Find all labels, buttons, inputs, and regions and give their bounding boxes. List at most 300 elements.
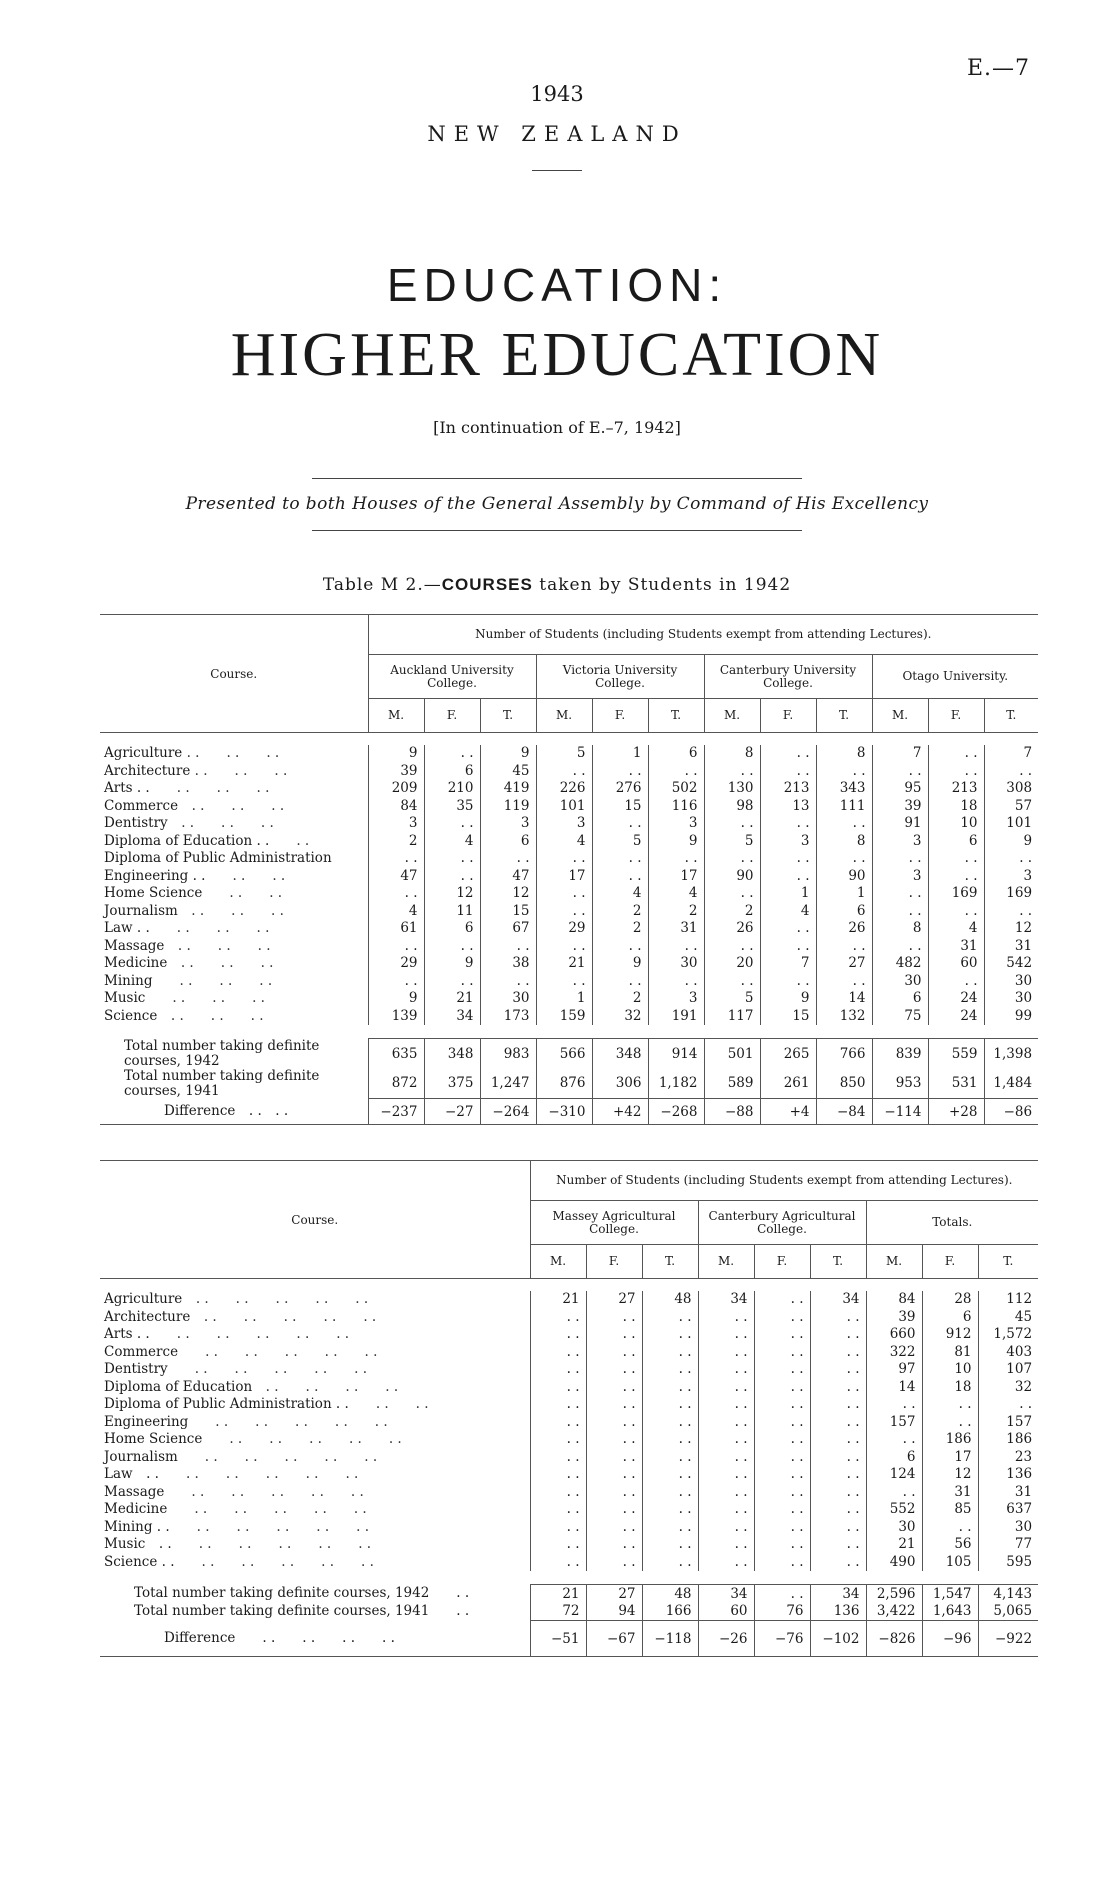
total-value: 766 — [816, 1039, 872, 1069]
table-row — [100, 745, 1038, 763]
course-label: Diploma of Public Administration — [104, 850, 332, 867]
cell-value: . . — [368, 937, 424, 955]
course-name — [100, 1553, 530, 1571]
cell-value: . . — [978, 1396, 1038, 1414]
course-label: Music — [104, 990, 146, 1007]
total-value: 3,422 — [866, 1603, 922, 1621]
cell-value: . . — [530, 1343, 586, 1361]
cell-value: . . — [760, 937, 816, 955]
cell-value: . . — [928, 902, 984, 920]
total-value: 1,643 — [922, 1603, 978, 1621]
cell-value: 101 — [984, 815, 1038, 833]
course-name — [100, 990, 368, 1008]
cell-value: 12 — [984, 920, 1038, 938]
rule-below-presented — [312, 530, 802, 531]
continuation-note: [In continuation of E.–7, 1942] — [433, 418, 681, 437]
cell-value: . . — [754, 1483, 810, 1501]
cell-value: 23 — [978, 1448, 1038, 1466]
cell-value: . . — [698, 1343, 754, 1361]
course-label: Science . . — [104, 1553, 175, 1570]
course-label: Home Science — [104, 885, 203, 902]
cell-value: . . — [592, 937, 648, 955]
cell-value: . . — [704, 762, 760, 780]
cell-value: 57 — [984, 797, 1038, 815]
cell-value: . . — [642, 1483, 698, 1501]
total-value: −118 — [642, 1621, 698, 1657]
cell-value: . . — [810, 1448, 866, 1466]
total-value: 914 — [648, 1039, 704, 1069]
cell-value: 322 — [866, 1343, 922, 1361]
cell-value: 18 — [928, 797, 984, 815]
table-row — [100, 1518, 1038, 1536]
cell-value: . . — [530, 1396, 586, 1414]
cell-value: . . — [592, 867, 648, 885]
total-value: 34 — [698, 1585, 754, 1603]
cell-value: 136 — [978, 1466, 1038, 1484]
courses-table-universities — [100, 614, 1038, 1125]
cell-value: . . — [810, 1501, 866, 1519]
course-label: Dentistry — [104, 815, 168, 832]
cell-value: . . — [648, 972, 704, 990]
cell-value: 6 — [872, 990, 928, 1008]
totals-row — [100, 1039, 1038, 1069]
cell-value: 186 — [978, 1431, 1038, 1449]
leader-dots: . . . . . . — [157, 1007, 264, 1024]
total-value: 501 — [704, 1039, 760, 1069]
table-row — [100, 1396, 1038, 1414]
cell-value: 186 — [922, 1431, 978, 1449]
document-reference: E.—7 — [966, 56, 1030, 81]
course-name — [100, 1343, 530, 1361]
cell-value: . . — [586, 1536, 642, 1554]
total-value: 21 — [530, 1585, 586, 1603]
cell-value: . . — [810, 1553, 866, 1571]
table-row — [100, 1466, 1038, 1484]
course-name — [100, 955, 368, 973]
table-row — [100, 797, 1038, 815]
cell-value: . . — [984, 902, 1038, 920]
presented-statement: Presented to both Houses of the General Assembly by Command of His Excellency — [185, 494, 929, 514]
total-value: 348 — [592, 1039, 648, 1069]
totals-row — [100, 1603, 1038, 1621]
cell-value: 11 — [424, 902, 480, 920]
cell-value: . . — [754, 1413, 810, 1431]
cell-value: . . — [530, 1518, 586, 1536]
cell-value: 3 — [648, 815, 704, 833]
cell-value: . . — [872, 902, 928, 920]
short-rule — [532, 170, 582, 171]
leader-dots: . . . . . . . . . . — [171, 1536, 372, 1553]
cell-value: 213 — [928, 780, 984, 798]
cell-value: 595 — [978, 1553, 1038, 1571]
cell-value: 15 — [480, 902, 536, 920]
cell-value: . . — [642, 1413, 698, 1431]
course-name — [100, 1396, 530, 1414]
sex-column-header: F. — [592, 699, 648, 733]
cell-value: 26 — [816, 920, 872, 938]
leader-dots: . . . . . . — [149, 920, 270, 937]
total-value: 1,182 — [648, 1069, 704, 1099]
cell-value: 45 — [978, 1308, 1038, 1326]
cell-value: . . — [754, 1466, 810, 1484]
cell-value: . . — [866, 1483, 922, 1501]
course-label: Massage — [104, 937, 165, 954]
cell-value: . . — [922, 1518, 978, 1536]
course-label: Agriculture — [104, 745, 183, 762]
cell-value: 7 — [872, 745, 928, 763]
total-value: −310 — [536, 1099, 592, 1125]
sex-column-header: M. — [866, 1245, 922, 1279]
sex-column-header: T. — [480, 699, 536, 733]
cell-value: . . — [928, 850, 984, 868]
cell-value: 107 — [978, 1361, 1038, 1379]
cell-value: 7 — [984, 745, 1038, 763]
totals-label: Difference . . . . . . . . — [100, 1621, 530, 1657]
cell-value: . . — [698, 1466, 754, 1484]
cell-value: 1 — [592, 745, 648, 763]
course-label: Journalism — [104, 902, 178, 919]
group-header: Number of Students (including Students exempt from attending Lectures). — [368, 615, 1038, 655]
course-name — [100, 1483, 530, 1501]
total-value: −51 — [530, 1621, 586, 1657]
cell-value: . . — [530, 1413, 586, 1431]
cell-value: 4 — [648, 885, 704, 903]
course-name — [100, 1536, 530, 1554]
cell-value: 24 — [928, 990, 984, 1008]
totals-row — [100, 1099, 1038, 1125]
cell-value: . . — [586, 1343, 642, 1361]
totals-label: Total number taking definite courses, 1941 . . — [134, 1603, 470, 1619]
table-row — [100, 920, 1038, 938]
course-name — [100, 797, 368, 815]
total-value: 983 — [480, 1039, 536, 1069]
course-name — [100, 1308, 530, 1326]
leader-dots: . . . . . . . . — [252, 1378, 399, 1395]
cell-value: . . — [586, 1466, 642, 1484]
course-name — [100, 1413, 530, 1431]
sex-column-header: T. — [984, 699, 1038, 733]
cell-value: 29 — [368, 955, 424, 973]
cell-value: . . — [816, 972, 872, 990]
cell-value: . . — [642, 1448, 698, 1466]
cell-value: . . — [368, 972, 424, 990]
table-row — [100, 1343, 1038, 1361]
total-value: 94 — [586, 1603, 642, 1621]
leader-dots: . . . . . . — [190, 762, 288, 779]
cell-value: . . — [424, 850, 480, 868]
cell-value: 13 — [760, 797, 816, 815]
cell-value: . . — [642, 1536, 698, 1554]
table-row — [100, 990, 1038, 1008]
cell-value: . . — [810, 1518, 866, 1536]
sex-column-header: M. — [368, 699, 424, 733]
cell-value: 1 — [816, 885, 872, 903]
cell-value: . . — [810, 1431, 866, 1449]
cell-value: . . — [530, 1431, 586, 1449]
cell-value: 6 — [866, 1448, 922, 1466]
cell-value: . . — [928, 745, 984, 763]
totals-label: Total number taking definite courses, 1941 — [124, 1068, 320, 1099]
cell-value: . . — [642, 1308, 698, 1326]
total-value: 1,247 — [480, 1069, 536, 1099]
total-value: +4 — [760, 1099, 816, 1125]
cell-value: . . — [704, 815, 760, 833]
cell-value: . . — [586, 1553, 642, 1571]
cell-value: 1 — [760, 885, 816, 903]
leader-dots: . . . . . . . . . . — [202, 1431, 402, 1448]
cell-value: . . — [816, 937, 872, 955]
cell-value: . . — [704, 937, 760, 955]
total-value: −67 — [586, 1621, 642, 1657]
cell-value: . . — [984, 762, 1038, 780]
table-row — [100, 1308, 1038, 1326]
course-name — [100, 937, 368, 955]
cell-value: . . — [424, 972, 480, 990]
college-header: Canterbury University College. — [704, 655, 872, 699]
cell-value: 9 — [592, 955, 648, 973]
cell-value: 95 — [872, 780, 928, 798]
cell-value: 35 — [424, 797, 480, 815]
total-value: −84 — [816, 1099, 872, 1125]
leader-dots: . . . . — [205, 867, 286, 884]
course-name — [100, 1448, 530, 1466]
course-label: Dentistry — [104, 1361, 168, 1378]
cell-value: . . — [424, 937, 480, 955]
cell-value: 21 — [424, 990, 480, 1008]
course-label: Commerce — [104, 1343, 179, 1360]
cell-value: 47 — [368, 867, 424, 885]
table-row — [100, 1361, 1038, 1379]
course-label: Medicine — [104, 955, 168, 972]
cell-value: 130 — [704, 780, 760, 798]
total-value: . . — [754, 1585, 810, 1603]
cell-value: . . — [866, 1431, 922, 1449]
table-row — [100, 1448, 1038, 1466]
sex-column-header: T. — [810, 1245, 866, 1279]
cell-value: 21 — [866, 1536, 922, 1554]
cell-value: 32 — [978, 1378, 1038, 1396]
cell-value: 119 — [480, 797, 536, 815]
cell-value: . . — [760, 920, 816, 938]
cell-value: . . — [872, 937, 928, 955]
cell-value: 542 — [984, 955, 1038, 973]
table-row — [100, 1378, 1038, 1396]
cell-value: 124 — [866, 1466, 922, 1484]
leader-dots: . . . . . . . . . . — [167, 1501, 367, 1518]
sex-column-header: F. — [424, 699, 480, 733]
cell-value: 5 — [704, 990, 760, 1008]
course-name — [100, 762, 368, 780]
total-value: 531 — [928, 1069, 984, 1099]
cell-value: . . — [480, 937, 536, 955]
cell-value: . . — [754, 1291, 810, 1309]
cell-value: 26 — [704, 920, 760, 938]
cell-value: 12 — [922, 1466, 978, 1484]
cell-value: . . — [754, 1343, 810, 1361]
college-header: Massey Agricultural College. — [530, 1201, 698, 1245]
cell-value: 98 — [704, 797, 760, 815]
cell-value: 32 — [592, 1007, 648, 1025]
cell-value: 116 — [648, 797, 704, 815]
course-name — [100, 1466, 530, 1484]
document-title: EDUCATION: — [386, 259, 728, 311]
cell-value: 660 — [866, 1326, 922, 1344]
cell-value: . . — [984, 850, 1038, 868]
total-value: 953 — [872, 1069, 928, 1099]
cell-value: . . — [816, 815, 872, 833]
cell-value: . . — [754, 1518, 810, 1536]
table-caption — [0, 575, 1114, 595]
cell-value: . . — [698, 1431, 754, 1449]
cell-value: 4 — [368, 902, 424, 920]
table-row — [100, 885, 1038, 903]
cell-value: 276 — [592, 780, 648, 798]
total-value: 850 — [816, 1069, 872, 1099]
cell-value: 6 — [480, 832, 536, 850]
cell-value: . . — [642, 1378, 698, 1396]
cell-value: . . — [648, 762, 704, 780]
cell-value: . . — [810, 1308, 866, 1326]
total-value: 76 — [754, 1603, 810, 1621]
cell-value: 4 — [928, 920, 984, 938]
cell-value: . . — [754, 1553, 810, 1571]
cell-value: 2 — [592, 920, 648, 938]
cell-value: . . — [536, 937, 592, 955]
cell-value: 3 — [872, 867, 928, 885]
cell-value: . . — [698, 1361, 754, 1379]
cell-value: 343 — [816, 780, 872, 798]
cell-value: . . — [922, 1396, 978, 1414]
table-row — [100, 1536, 1038, 1554]
course-name — [100, 850, 368, 868]
cell-value: 5 — [704, 832, 760, 850]
cell-value: 14 — [816, 990, 872, 1008]
cell-value: . . — [810, 1378, 866, 1396]
cell-value: . . — [698, 1483, 754, 1501]
total-value: 4,143 — [978, 1585, 1038, 1603]
table-row — [100, 1501, 1038, 1519]
cell-value: . . — [760, 745, 816, 763]
cell-value: . . — [642, 1466, 698, 1484]
cell-value: 67 — [480, 920, 536, 938]
cell-value: 85 — [922, 1501, 978, 1519]
cell-value: 15 — [760, 1007, 816, 1025]
cell-value: . . — [754, 1448, 810, 1466]
cell-value: 84 — [866, 1291, 922, 1309]
cell-value: 482 — [872, 955, 928, 973]
table-row — [100, 972, 1038, 990]
cell-value: . . — [530, 1361, 586, 1379]
cell-value: . . — [648, 937, 704, 955]
cell-value: . . — [928, 762, 984, 780]
table-row — [100, 1291, 1038, 1309]
cell-value: 4 — [536, 832, 592, 850]
cell-value: . . — [642, 1326, 698, 1344]
cell-value: . . — [480, 972, 536, 990]
cell-value: . . — [754, 1396, 810, 1414]
sex-column-header: T. — [642, 1245, 698, 1279]
cell-value: 1 — [536, 990, 592, 1008]
cell-value: 7 — [760, 955, 816, 973]
cell-value: 8 — [704, 745, 760, 763]
document-subtitle: HIGHER EDUCATION — [230, 321, 884, 389]
leader-dots: . . . . . . . . . . — [177, 1448, 378, 1465]
cell-value: 10 — [928, 815, 984, 833]
cell-value: 17 — [922, 1448, 978, 1466]
cell-value: 39 — [866, 1308, 922, 1326]
cell-value: . . — [810, 1396, 866, 1414]
sex-column-header: M. — [872, 699, 928, 733]
cell-value: 15 — [592, 797, 648, 815]
table-row — [100, 815, 1038, 833]
cell-value: 112 — [978, 1291, 1038, 1309]
course-name — [100, 1326, 530, 1344]
cell-value: 60 — [928, 955, 984, 973]
cell-value: . . — [586, 1431, 642, 1449]
sex-column-header: F. — [754, 1245, 810, 1279]
cell-value: . . — [586, 1501, 642, 1519]
cell-value: 3 — [536, 815, 592, 833]
cell-value: 12 — [424, 885, 480, 903]
cell-value: 2 — [368, 832, 424, 850]
course-label: Mining — [104, 972, 153, 989]
total-value: 839 — [872, 1039, 928, 1069]
courses-table-agricultural-totals — [100, 1160, 1038, 1657]
cell-value: 3 — [648, 990, 704, 1008]
table-row — [100, 850, 1038, 868]
cell-value: . . — [530, 1466, 586, 1484]
cell-value: . . — [754, 1501, 810, 1519]
cell-value: 213 — [760, 780, 816, 798]
cell-value: 105 — [922, 1553, 978, 1571]
cell-value: 61 — [368, 920, 424, 938]
total-value: −27 — [424, 1099, 480, 1125]
cell-value: 38 — [480, 955, 536, 973]
total-value: −96 — [922, 1621, 978, 1657]
leader-dots: . . . . . . — [152, 972, 273, 989]
cell-value: . . — [536, 972, 592, 990]
leader-dots: . . . . — [202, 885, 283, 902]
leader-dots: . . . . . . . . . . — [158, 1466, 359, 1483]
cell-value: . . — [642, 1553, 698, 1571]
course-label: Architecture — [104, 1308, 191, 1325]
cell-value: . . — [424, 815, 480, 833]
cell-value: . . — [530, 1483, 586, 1501]
cell-value: . . — [536, 850, 592, 868]
course-name — [100, 867, 368, 885]
cell-value: 139 — [368, 1007, 424, 1025]
cell-value: 157 — [978, 1413, 1038, 1431]
cell-value: 637 — [978, 1501, 1038, 1519]
cell-value: 8 — [816, 832, 872, 850]
course-name — [100, 815, 368, 833]
cell-value: 31 — [648, 920, 704, 938]
cell-value: . . — [704, 885, 760, 903]
cell-value: 30 — [984, 990, 1038, 1008]
cell-value: 157 — [866, 1413, 922, 1431]
cell-value: . . — [922, 1413, 978, 1431]
cell-value: . . — [592, 815, 648, 833]
cell-value: . . — [816, 762, 872, 780]
course-label: Mining . . — [104, 1518, 170, 1535]
cell-value: 31 — [928, 937, 984, 955]
total-value: 48 — [642, 1585, 698, 1603]
course-label: Engineering . . — [104, 867, 206, 884]
cell-value: . . — [424, 867, 480, 885]
cell-value: . . — [536, 902, 592, 920]
totals-label: Total number taking definite courses, 1942 . . — [134, 1585, 470, 1601]
sex-column-header: M. — [698, 1245, 754, 1279]
